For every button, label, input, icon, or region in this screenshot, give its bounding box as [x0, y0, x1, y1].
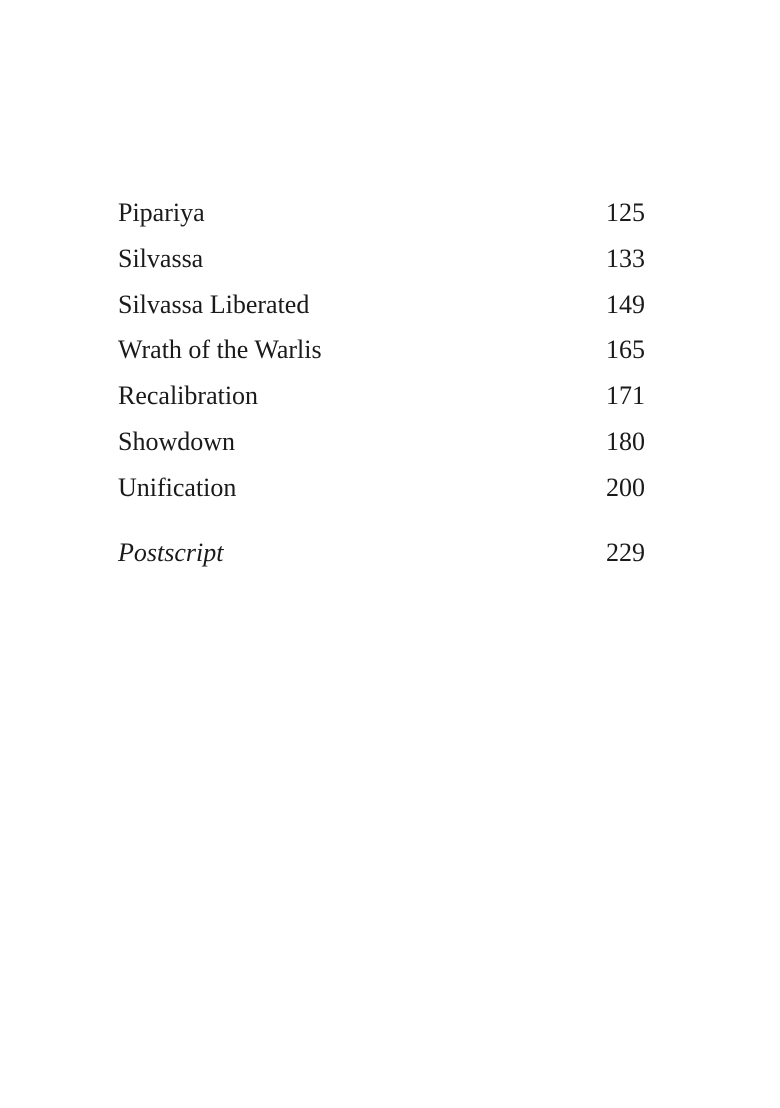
- toc-page: 133: [606, 244, 645, 273]
- toc-title: Silvassa Liberated: [118, 290, 310, 319]
- toc-page: 149: [606, 290, 645, 319]
- toc-title: Unification: [118, 473, 237, 502]
- toc-page: 171: [606, 381, 645, 410]
- toc-page: 125: [606, 198, 645, 227]
- toc-entry: [118, 198, 645, 228]
- toc-title: Wrath of the Warlis: [118, 335, 322, 364]
- toc-title: Recalibration: [118, 381, 259, 410]
- toc-entry: [118, 290, 645, 320]
- toc-entry: [118, 335, 645, 365]
- toc-title: Showdown: [118, 427, 236, 456]
- toc-page: 165: [606, 335, 645, 364]
- toc-page: 180: [606, 427, 645, 456]
- toc-entry: [118, 244, 645, 274]
- toc-entry: [118, 381, 645, 411]
- toc-entry: [118, 427, 645, 457]
- toc-title: Pipariya: [118, 198, 205, 227]
- toc-title: Silvassa: [118, 244, 204, 273]
- toc-title: Postscript: [118, 538, 224, 567]
- toc-page: 200: [606, 473, 645, 502]
- toc-page: 229: [606, 538, 645, 567]
- toc-entry: [118, 473, 645, 503]
- toc-entry-postscript: [118, 538, 645, 568]
